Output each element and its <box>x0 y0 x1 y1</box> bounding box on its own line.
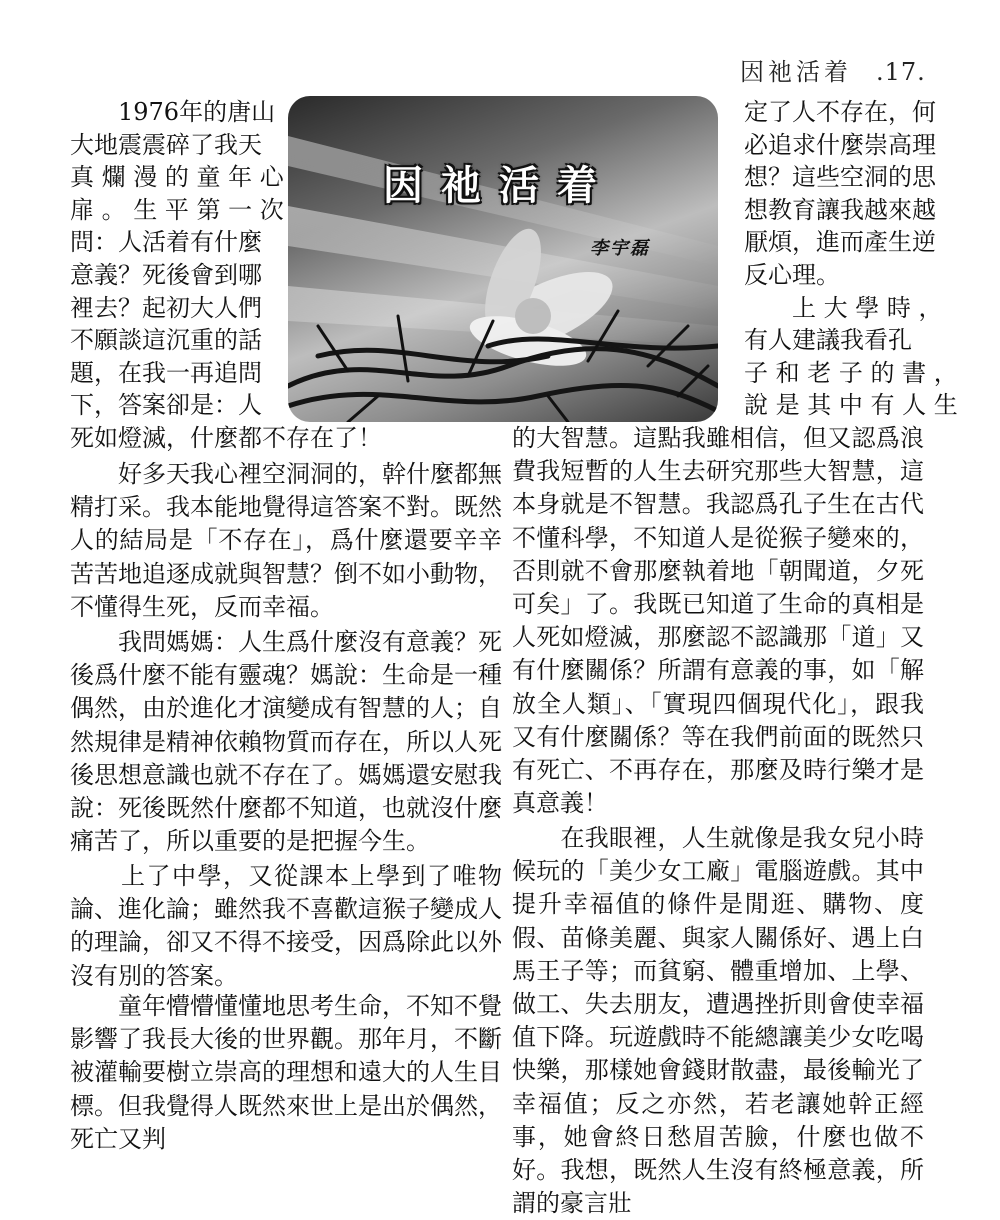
intro-line: 想？這些空洞的思 <box>744 163 936 192</box>
left-paragraph-2: 我問媽媽：人生爲什麼沒有意義？死後爲什麼不能有靈魂？媽說：生命是一種偶然，由於進化才演變成有智慧的人；自然規律是精神依賴物質而存在，所以人死後思想意識也就不存在了。媽媽還安慰我說：死後既然什麼都不知道，也就沒什麼痛苦了，所以重要的是把握今生。 <box>70 628 502 856</box>
left-paragraph-1: 好多天我心裡空洞洞的，幹什麼都無精打采。我本能地覺得這答案不對。既然人的結局是「不存在」，爲什麼還要辛辛苦苦地追逐成就與智慧？倒不如小動物，不懂得生死，反而幸福。 <box>70 460 502 621</box>
intro-line: 必追求什麼崇高理 <box>744 130 936 159</box>
intro-line: 問：人活着有什麼 <box>70 228 262 257</box>
intro-line: 厭煩，進而產生逆 <box>744 228 936 257</box>
left-paragraph-3: 上了中學，又從課本上學到了唯物論、進化論；雖然我不喜歡這猴子變成人的理論，卻又不得不接受，因爲除此以外沒有別的答案。 <box>70 862 502 990</box>
intro-line: 題，在我一再追問 <box>70 358 262 387</box>
intro-line: 上 大 學 時 ， <box>744 293 943 322</box>
intro-line: 大地震震碎了我天 <box>70 130 262 159</box>
running-title: 因祂活着 <box>740 58 852 86</box>
intro-line: 說 是 其 中 有 人 生 <box>744 391 958 420</box>
intro-line: 定了人不存在，何 <box>744 98 936 126</box>
intro-line: 扉 。 生 平 第 一 次 <box>70 195 284 224</box>
author-signature: 李宇磊 <box>590 238 650 259</box>
left-intro-tail: 死如燈滅，什麼都不存在了！ <box>70 424 382 452</box>
page-number: .17. <box>876 58 926 86</box>
intro-line: 意義？死後會到哪 <box>70 261 262 289</box>
intro-line: 反心理。 <box>744 261 840 289</box>
running-header <box>740 52 940 87</box>
right-paragraph-1: 的大智慧。這點我雖相信，但又認爲浪費我短暫的人生去研究那些大智慧，這本身就是不智慧。我認爲孔子生在古代不懂科學，不知道人是從猴子變來的，否則就不會那麼執着地「朝聞道，夕死可矣」了。我既已知道了生命的真相是人死如燈滅，那麼認不認識那「道」又有什麼關係？所謂有意義的事，如「解放全人類」、「實現四個現代化」，跟我又有什麼關係？等在我們前面的既然只有死亡、不再存在，那麼及時行樂才是真意義！ <box>512 424 924 818</box>
lily-thorns-image <box>288 96 718 422</box>
right-paragraph-2: 在我眼裡，人生就像是我女兒小時候玩的「美少女工廠」電腦遊戲。其中提升幸福值的條件是閒逛、購物、度假、苗條美麗、與家人關係好、遇上白馬王子等；而貧窮、體重增加、上學、做工、失去朋友，遭遇挫折則會使幸福值下降。玩遊戲時不能總讓美少女吃喝快樂，那樣她會錢財散盡，最後輸光了幸福值；反之亦然，若老讓她幹正經事，她會終日愁眉苦臉，什麼也做不好。我想，既然人生沒有終極意義，所謂的豪言壯 <box>512 824 924 1218</box>
intro-line: 不願談這沉重的話 <box>70 326 262 355</box>
intro-line: 真 爛 漫 的 童 年 心 <box>70 163 284 192</box>
intro-line: 想教育讓我越來越 <box>744 195 936 224</box>
intro-line: 1976年的唐山 <box>70 98 276 126</box>
intro-line: 裡去？起初大人們 <box>70 293 262 322</box>
intro-line: 下，答案卻是：人 <box>70 391 262 420</box>
intro-line: 有人建議我看孔 <box>744 326 912 355</box>
left-paragraph-4: 童年懵懵懂懂地思考生命，不知不覺影響了我長大後的世界觀。那年月，不斷被灌輸要樹立崇高的理想和遠大的人生目標。但我覺得人既然來世上是出於偶然，死亡又判 <box>70 992 502 1153</box>
article-illustration <box>288 96 718 422</box>
intro-line: 子 和 老 子 的 書 ， <box>744 358 958 387</box>
illustration-title: 因祂活着 <box>383 163 615 209</box>
